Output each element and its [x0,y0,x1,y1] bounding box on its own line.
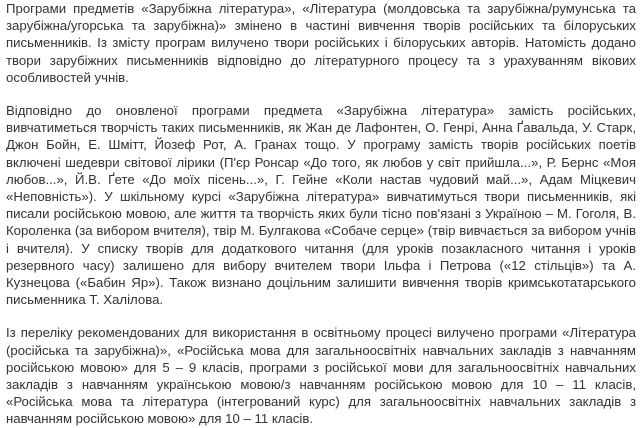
paragraph-removed-programs: Із переліку рекомендованих для використання в освітньому процесі вилучено програми «Література (російська та зарубіжна)», «Російська мова для загальноосвітніх навчальних закладів з навчанням російською мовою» для 5 – 9 класів, програми з російської мови для загальноосвітніх навчальних закладів з навчанням українською мовою/з навчанням російською мовою для 10 – 11 класів, «Російська мова та література (інтегрований курс) для загальноосвітніх навчальних закладів з навчанням російською мовою» для 10 – 11 класів. [6,325,636,427]
article-body [6,0,636,428]
paragraph-program-changes: Програми предметів «Зарубіжна література», «Література (молдовська та зарубіжна/румунська та зарубіжна/угорська та зарубіжна)» змінено в частині вивчення творів російських та білоруських письменників. Із змісту програм вилучено твори російських і білоруських авторів. Натомість додано твори зарубіжних письменників відповідно до літературного процесу та з урахуванням вікових особливостей учнів. [6,1,636,85]
paragraph-world-literature-authors: Відповідно до оновленої програми предмета «Зарубіжна література» замість російських, вивчатиметься творчість таких письменників, як Жан де Лафонтен, О. Генрі, Анна Ґавальда, У. Старк, Джон Бойн, Е. Шмітт, Йозеф Рот, А. Гранах тощо. У програму замість творів російських поетів включені шедеври світової лірики (П'єр Ронсар «До того, як любов у світ прийшла...», Р. Бернс «Моя любов...», Й.В. Ґете «До моїх пісень...», Г. Гейне «Коли настав чудовий май...», Адам Міцкевич «Неповність»). У шкільному курсі «Зарубіжна література» вивчатимуться твори письменників, які писали російською мовою, але життя та творчість яких були тісно пов'язані з Україною – М. Гоголя, В. Короленка (за вибором вчителя), твір М. Булгакова «Собаче серце» (твір вивчається за вибором учнів і вчителя). У списку творів для додаткового читання (для уроків позакласного читання і уроків резервного часу) залишено для вибору вчителем твори Ільфа і Петрова («12 стільців») та А. Кузнецова («Бабин Яр»). Також визнано доцільним залишити вивчення творів кримськотатарського письменника Т. Халілова. [6,103,636,308]
